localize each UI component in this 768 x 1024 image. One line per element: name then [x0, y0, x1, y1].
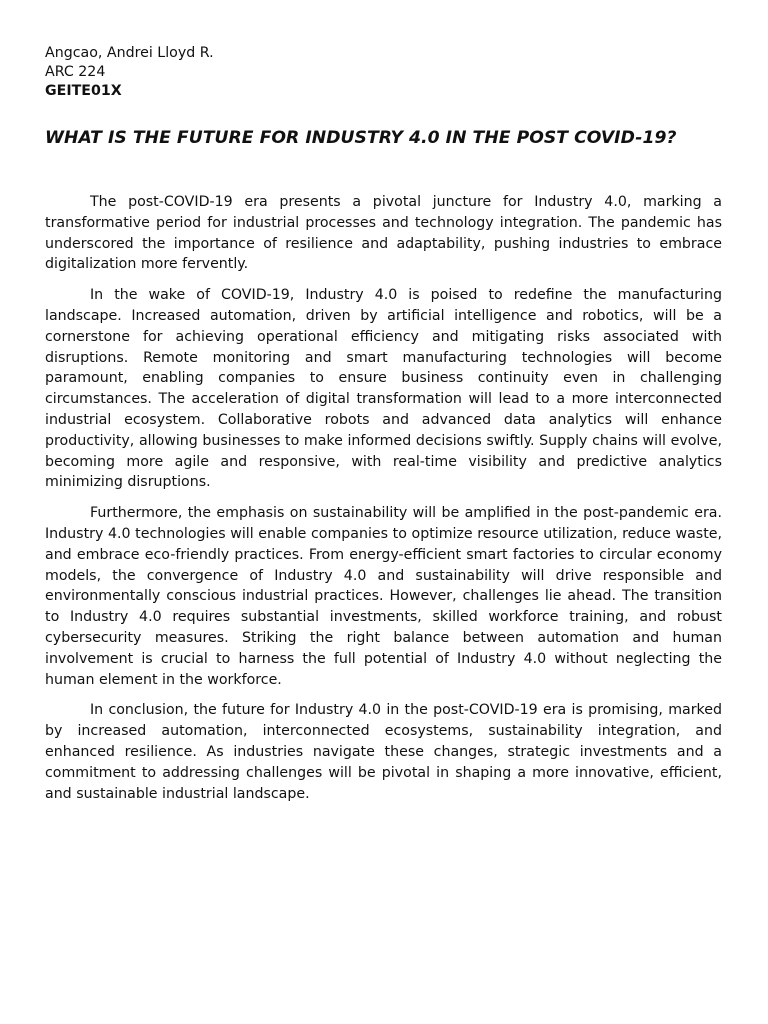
document-body [45, 192, 722, 804]
paragraph-conclusion: In conclusion, the future for Industry 4.0 in the post-COVID-19 era is promising, marked by increased automation, interconnected ecosystems, sustainability integration, and enhanced resilience. As industries navigate these changes, strategic investments and a commitment to addressing challenges will be pivotal in shaping a more innovative, efficient, and sustainable industrial landscape. [45, 702, 722, 802]
paragraph-manufacturing: In the wake of COVID-19, Industry 4.0 is poised to redefine the manufacturing landscape. Increased automation, driven by artificial intelligence and robotics, will be a cornerstone for achieving operational efficiency and mitigating risks associated with disruptions. Remote monitoring and smart manufacturing technologies will become paramount, enabling companies to ensure business continuity even in challenging circumstances. The acceleration of digital transformation will lead to a more interconnected industrial ecosystem. Collaborative robots and advanced data analytics will enhance productivity, allowing businesses to make informed decisions swiftly. Supply chains will evolve, becoming more agile and responsive, with real-time visibility and predictive analytics minimizing disruptions. [45, 287, 722, 491]
course-code: ARC 224 [45, 64, 106, 80]
paragraph-sustainability: Furthermore, the emphasis on sustainability will be amplified in the post-pandemic era. Industry 4.0 technologies will enable companies to optimize resource utilization, reduce waste, and embrace eco-friendly practices. From energy-efficient smart factories to circular economy models, the convergence of Industry 4.0 and sustainability will drive responsible and environmentally conscious industrial practices. However, challenges lie ahead. The transition to Industry 4.0 requires substantial investments, skilled workforce training, and robust cybersecurity measures. Striking the right balance between automation and human involvement is crucial to harness the full potential of Industry 4.0 without neglecting the human element in the workforce. [45, 505, 722, 688]
subject-code: GEITE01X [45, 83, 122, 99]
paragraph-intro: The post-COVID-19 era presents a pivotal juncture for Industry 4.0, marking a transformative period for industrial processes and technology integration. The pandemic has underscored the importance of resilience and adaptability, pushing industries to embrace digitalization more fervently. [45, 194, 722, 273]
author-name: Angcao, Andrei Lloyd R. [45, 45, 214, 61]
document-page [45, 44, 722, 814]
document-title: WHAT IS THE FUTURE FOR INDUSTRY 4.0 IN THE POST COVID-19? [45, 128, 677, 148]
